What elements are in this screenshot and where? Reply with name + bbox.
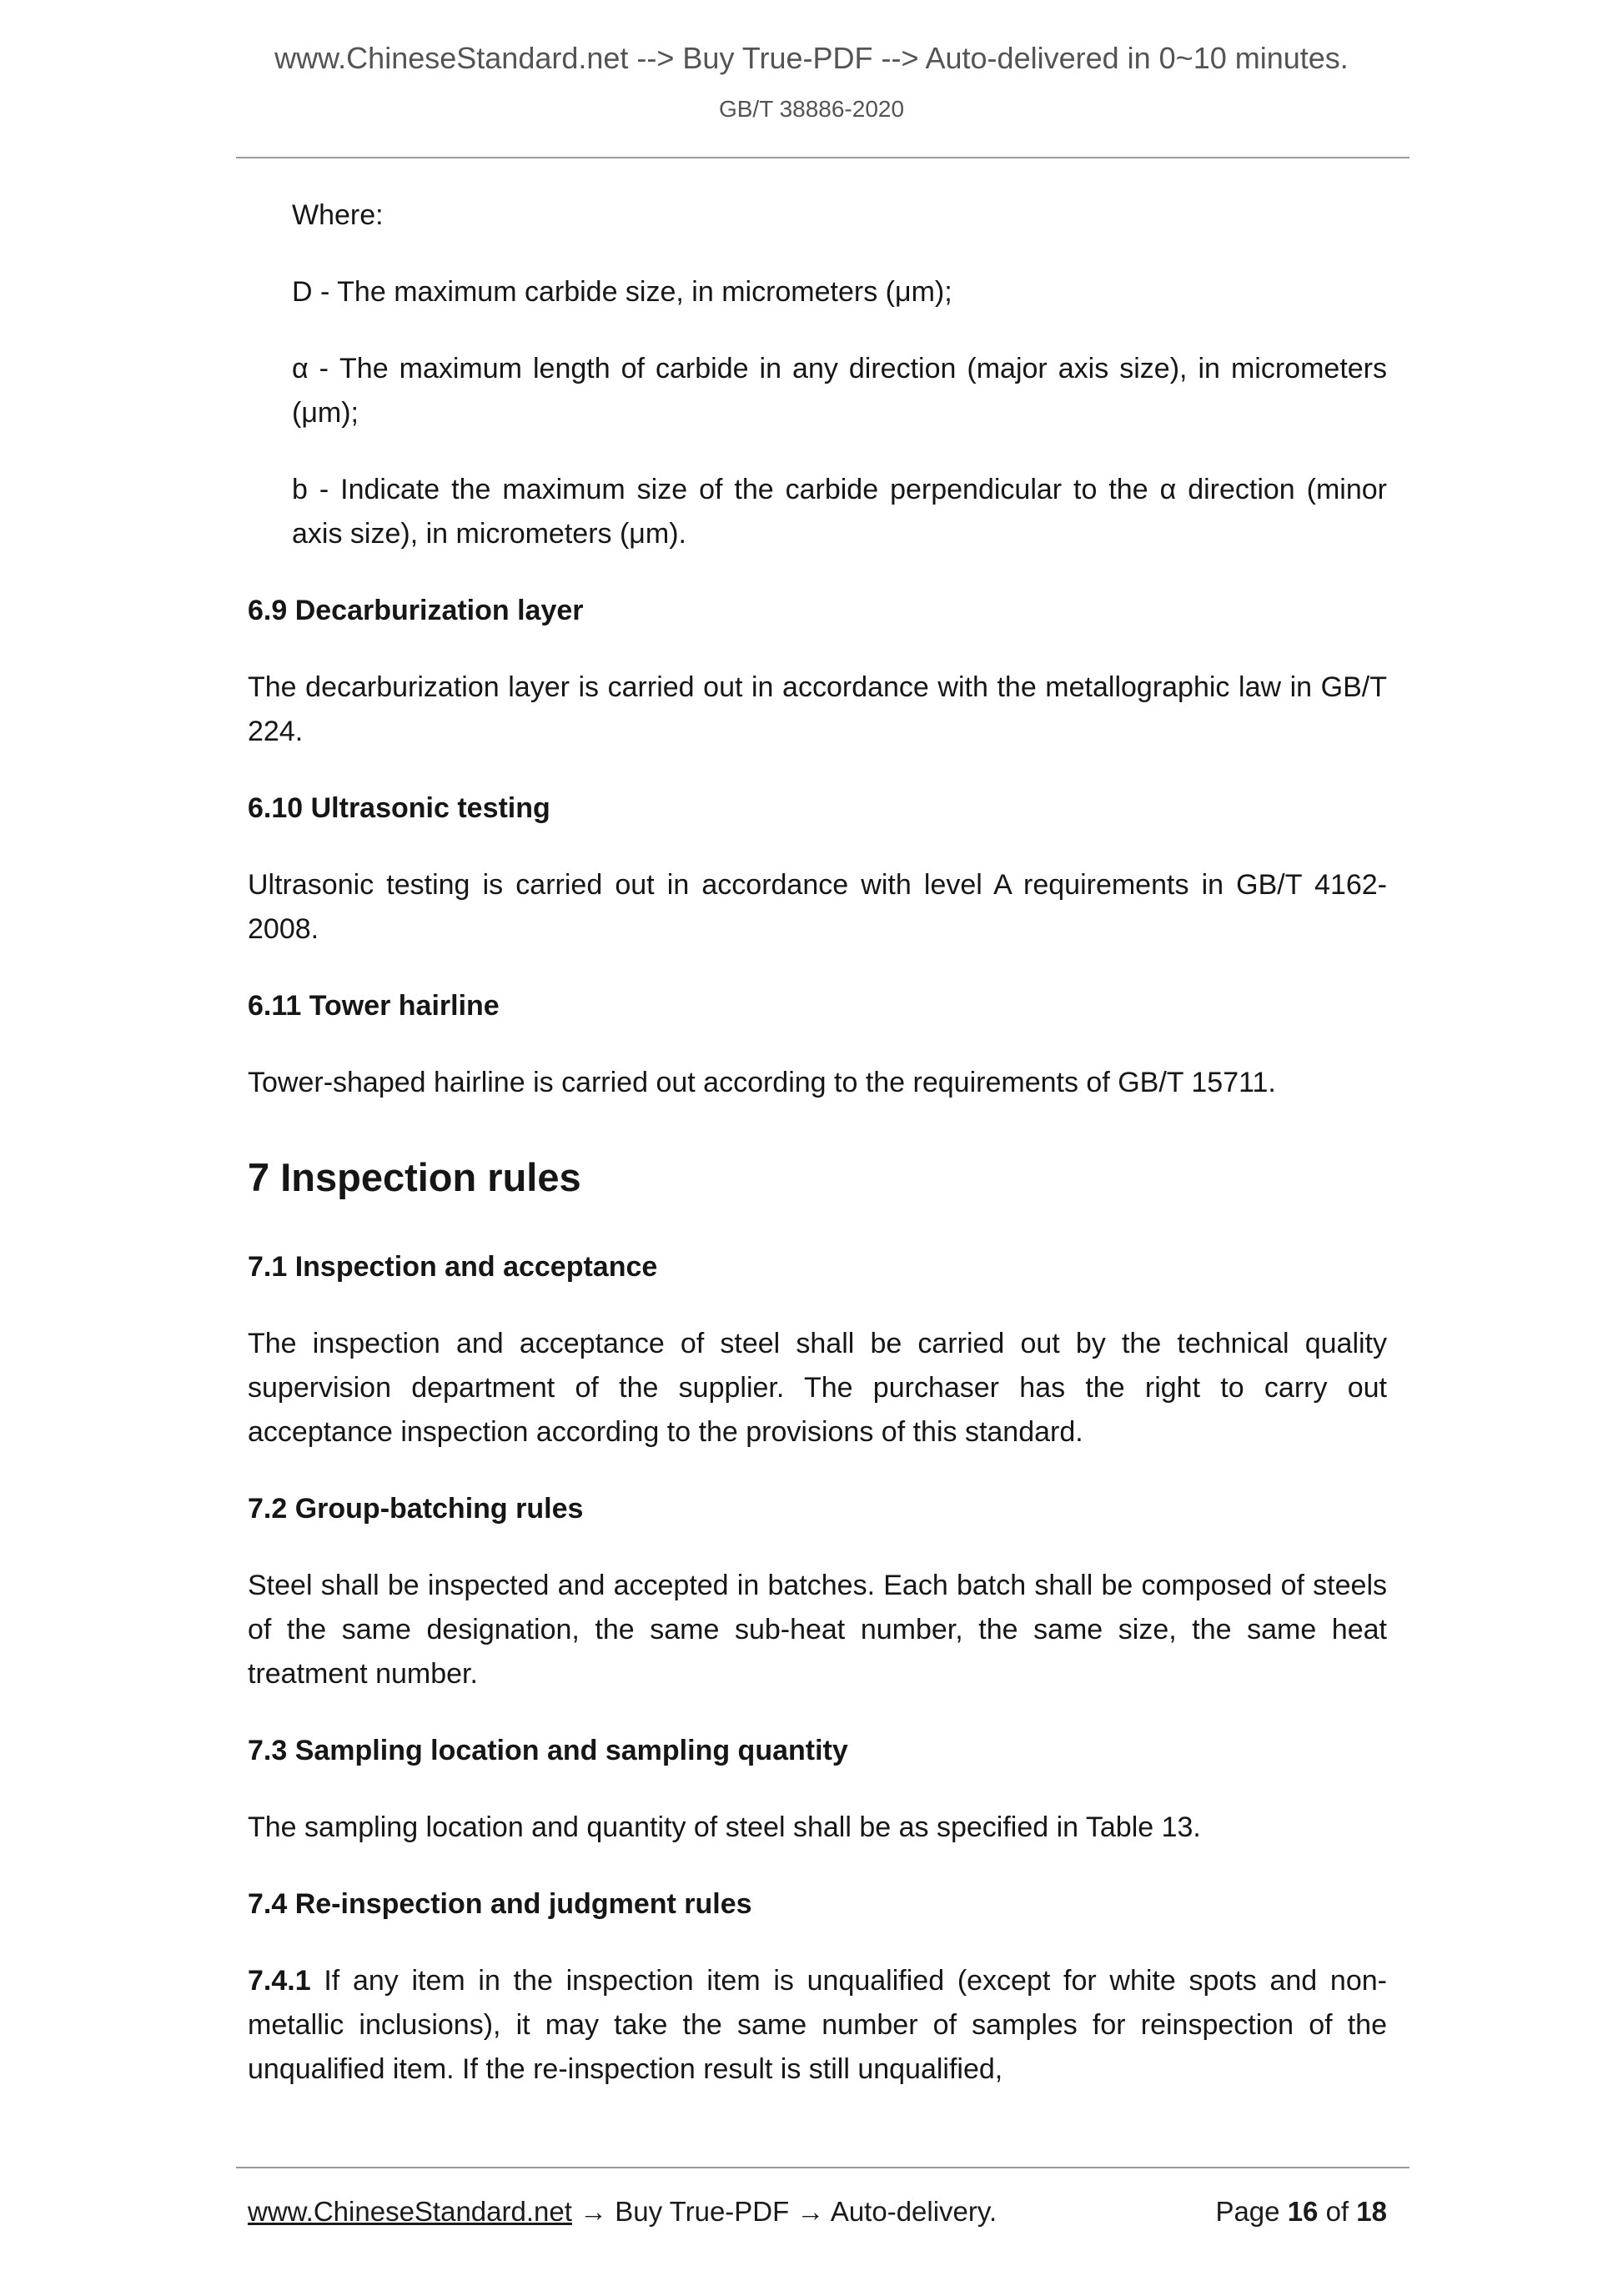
footer-left: [248, 2195, 997, 2228]
paragraph-7-4-1-text: If any item in the inspection item is unqualified (except for white spots and non-metallic inclusions), it may take the same number of samples for reinspection of the unqualified item. If the re-inspection result is still unqualified,: [248, 1965, 1387, 2085]
header-standard-number: GB/T 38886-2020: [718, 96, 905, 122]
heading-7-2: 7.2 Group-batching rules: [248, 1493, 584, 1525]
where-label: Where:: [292, 199, 384, 231]
footer-site-link[interactable]: www.ChineseStandard.net: [248, 2196, 572, 2227]
heading-6-10: 6.10 Ultrasonic testing: [248, 792, 550, 824]
page-header: [0, 0, 1623, 158]
paragraph-6-10: Ultrasonic testing is carried out in accordance with level A requirements in GB/T 4162-2008.: [248, 869, 1387, 945]
page-footer: [0, 2167, 1623, 2228]
header-divider: [236, 157, 1409, 158]
definition-d: D - The maximum carbide size, in micrometers (μm);: [292, 276, 952, 308]
paragraph-7-4-1-number: 7.4.1: [248, 1965, 311, 1997]
document-body: [0, 193, 1623, 2092]
heading-7-4: 7.4 Re-inspection and judgment rules: [248, 1888, 752, 1920]
page-indicator-of: of: [1325, 2196, 1349, 2227]
paragraph-6-11: Tower-shaped hairline is carried out according to the requirements of GB/T 15711.: [248, 1067, 1276, 1098]
heading-6-11: 6.11 Tower hairline: [248, 990, 500, 1022]
page-indicator-total: 18: [1356, 2196, 1387, 2227]
definition-b: b - Indicate the maximum size of the carbide perpendicular to the α direction (minor axis size), in micrometers (μm).: [292, 474, 1387, 550]
page-indicator: [1215, 2195, 1387, 2228]
paragraph-7-2: Steel shall be inspected and accepted in batches. Each batch shall be composed of steels of the same designation, the same sub-heat number, the same size, the same heat treatment number.: [248, 1570, 1387, 1690]
heading-6-9: 6.9 Decarburization layer: [248, 595, 584, 626]
footer-tagline: → Buy True-PDF → Auto-delivery.: [580, 2196, 997, 2227]
paragraph-7-1: The inspection and acceptance of steel shall be carried out by the technical quality supervision department of the supplier. The purchaser has the right to carry out acceptance inspection according to the provisions of this standard.: [248, 1328, 1387, 1448]
paragraph-6-9: The decarburization layer is carried out in accordance with the metallographic law in GB/T 224.: [248, 671, 1387, 747]
heading-7-3: 7.3 Sampling location and sampling quantity: [248, 1735, 848, 1766]
page-indicator-label: Page: [1215, 2196, 1280, 2227]
heading-7-1: 7.1 Inspection and acceptance: [248, 1251, 658, 1283]
paragraph-7-4-1: [248, 1959, 1387, 2092]
chapter-heading-7: 7 Inspection rules: [248, 1155, 581, 1199]
page-indicator-current: 16: [1287, 2196, 1319, 2227]
footer-divider: [236, 2167, 1409, 2168]
paragraph-7-3: The sampling location and quantity of steel shall be as specified in Table 13.: [248, 1811, 1201, 1843]
footer-row: [248, 2195, 1387, 2228]
header-promo-line: www.ChineseStandard.net --> Buy True-PDF --> Auto-delivered in 0~10 minutes.: [274, 41, 1349, 75]
definition-alpha: α - The maximum length of carbide in any direction (major axis size), in micrometers (μm);: [292, 353, 1387, 429]
